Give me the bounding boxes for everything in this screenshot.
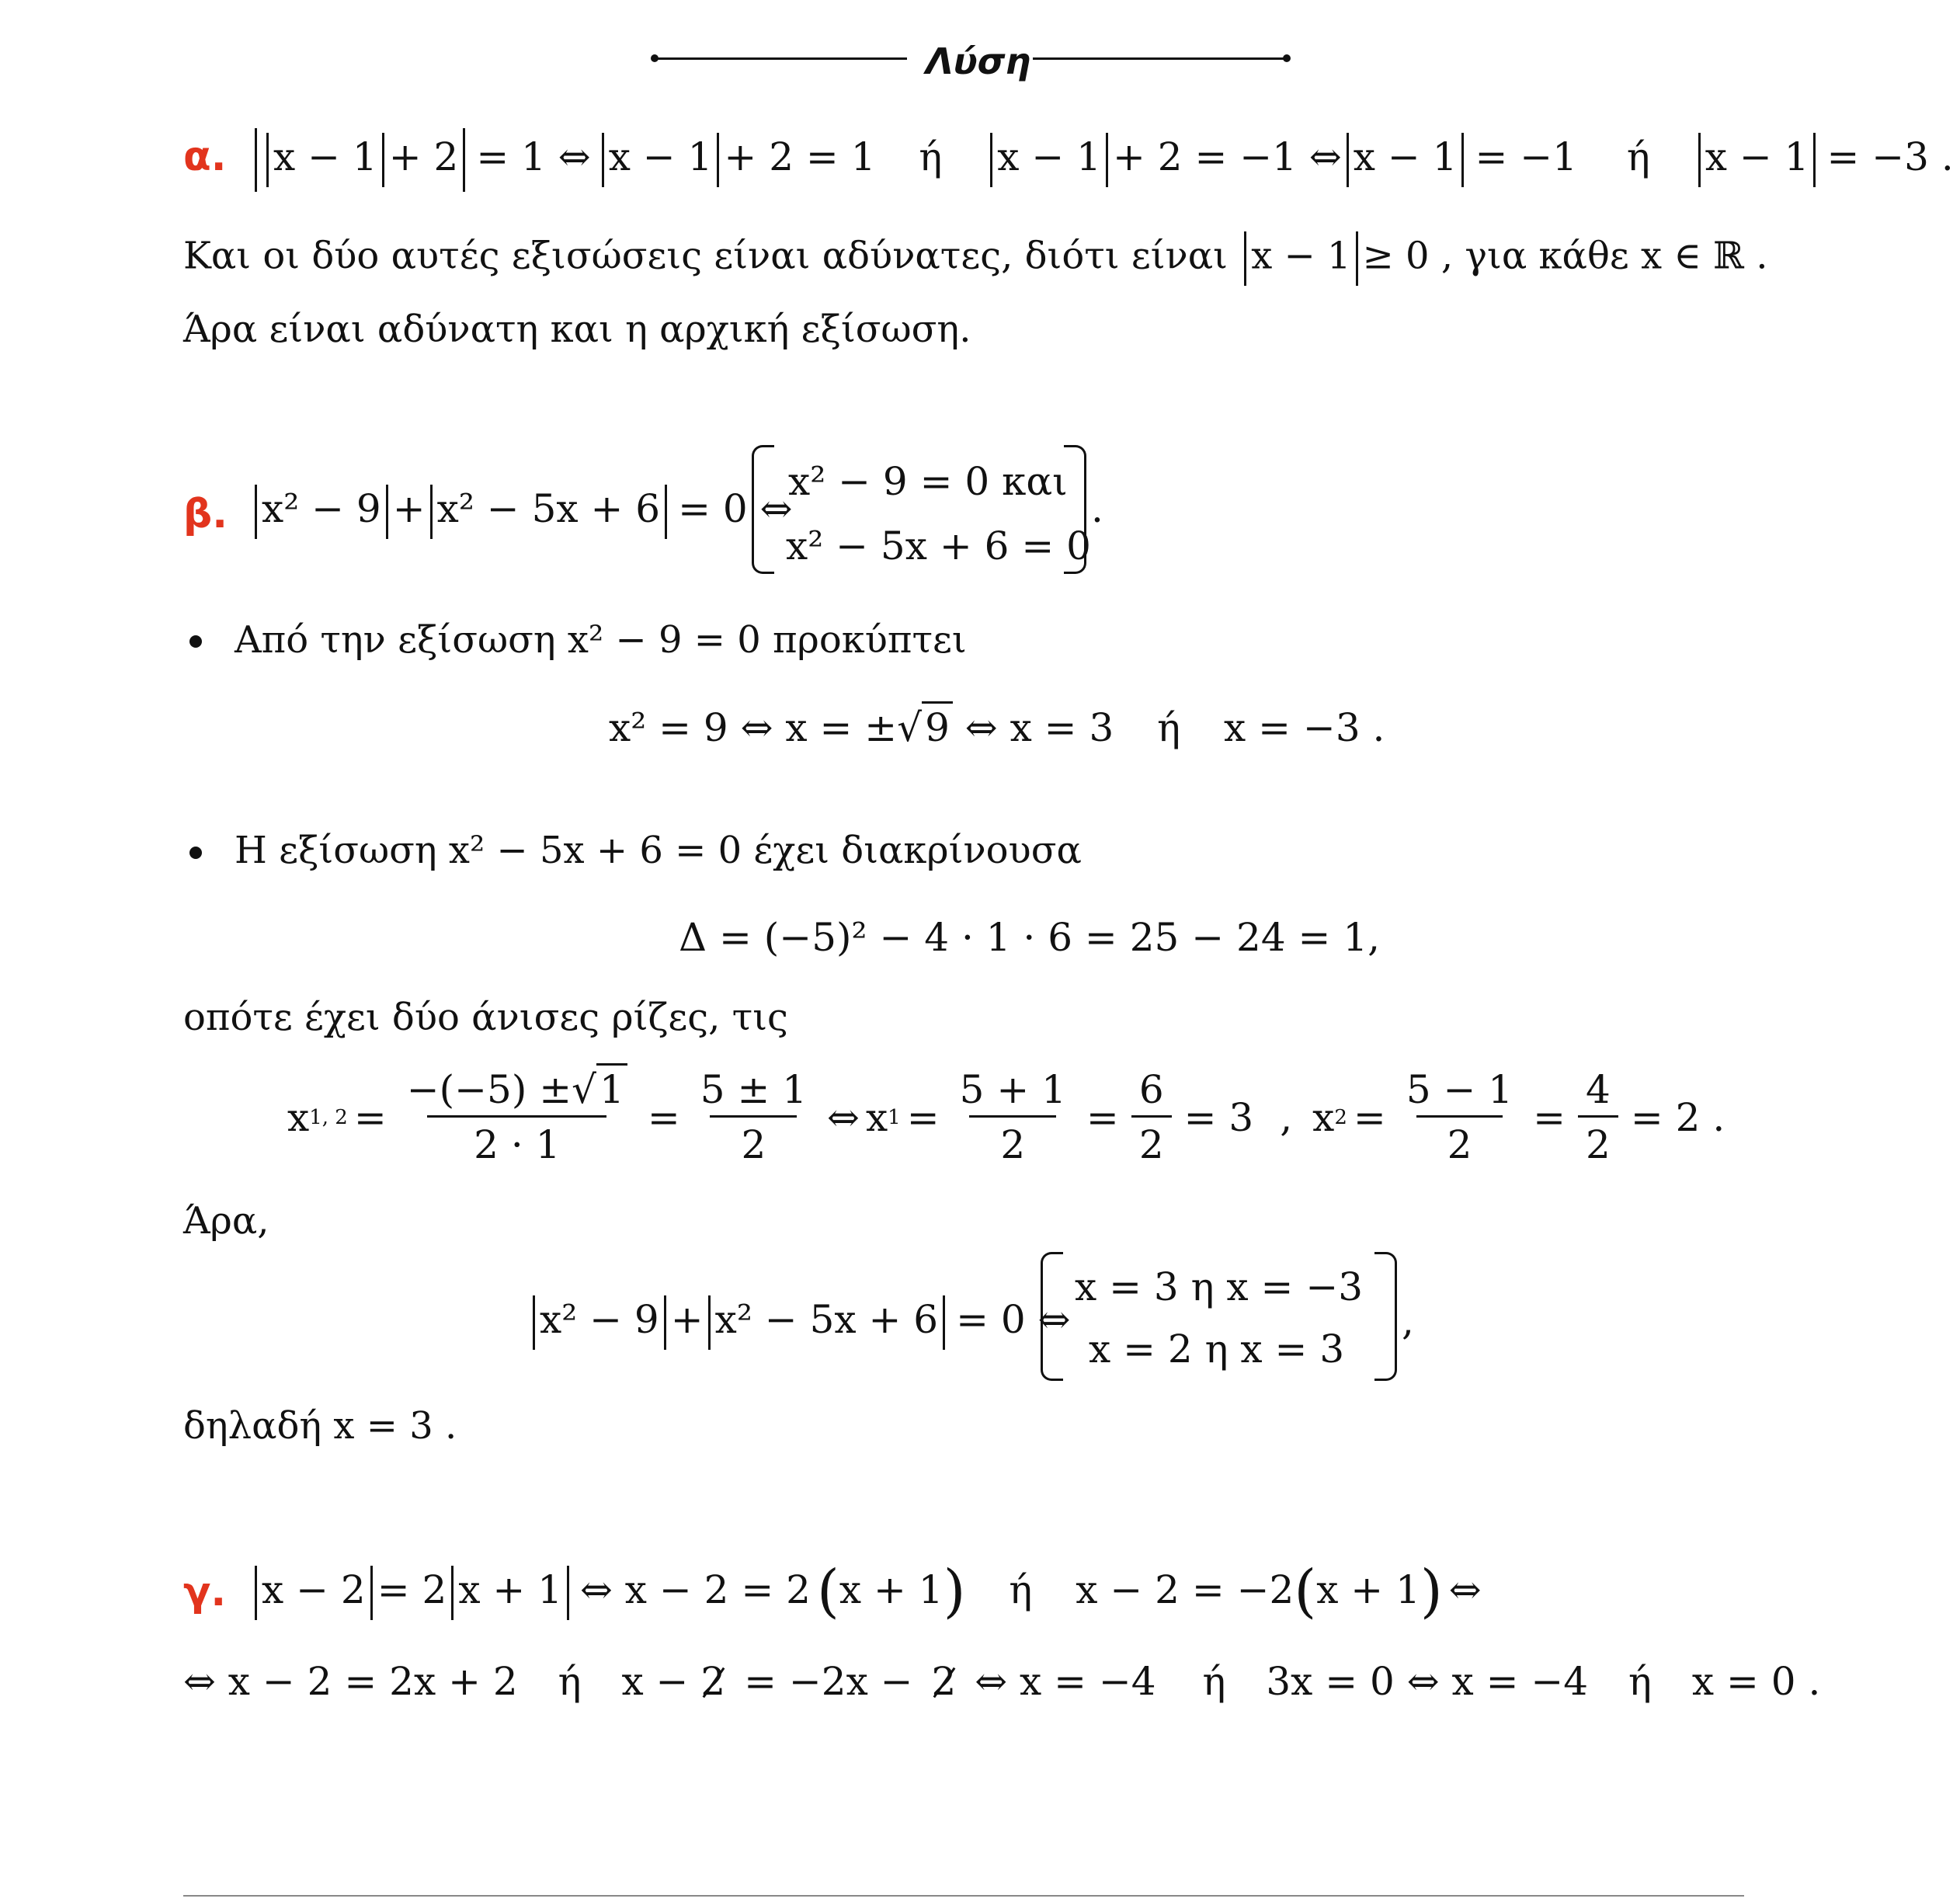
abs-bar [382, 133, 384, 187]
part-c-label: γ. [183, 1569, 227, 1615]
final-end-mark: , [1402, 1299, 1414, 1344]
cancelled-term: 2 [931, 1659, 957, 1704]
abs-bar [1698, 133, 1701, 187]
header-right-rule [1033, 57, 1285, 60]
bullet-1-text: Από την εξίσωση x² − 9 = 0 προκύπτει [235, 618, 967, 662]
abs-bar [255, 128, 257, 192]
system-row-1: x² − 9 = 0 και [788, 459, 1068, 504]
part-c-line-1: x − 2 = 2 x + 1 ⇔ x − 2 = 2 (x + 1) ή x − 2 = −2(x + 1) ⇔ [250, 1563, 1488, 1620]
final-equation: x² − 9 + x² − 5x + 6 = 0 ⇔ [528, 1295, 1076, 1350]
system-right-brace [1064, 445, 1086, 574]
section-title: Λύση [926, 40, 1031, 82]
header-right-dot [1283, 54, 1291, 62]
part-c-line-2: ⇔ x − 2 = 2x + 2 ή x − 2 = −2x − 2 ⇔ x = −4 ή 3x = 0 ⇔ x = −4 ή x = 0 . [183, 1659, 1821, 1704]
footer-rule [183, 1895, 1744, 1897]
abs-bar [708, 1295, 711, 1350]
abs-bar [1461, 133, 1464, 187]
abs-bar [255, 485, 257, 539]
discriminant: Δ = (−5)² − 4 · 1 · 6 = 25 − 24 = 1, [679, 915, 1381, 960]
final-left-brace [1041, 1252, 1063, 1381]
roots-formula: x 1, 2 = $\frac{-(-5) \pm√1}{2 \cdot 1}$ = $\frac{5 \pm 1}{2}$ ⇔ x 1 = $\frac{5 + 1}{2}$ = $\frac{6}{2}$ = 3 , x 2 = $\frac{5 - 1}{2}$ = $\frac{4}{2}$ = 2 . [287, 1070, 1731, 1164]
part-b-answer: δηλαδή x = 3 . [183, 1404, 457, 1448]
abs-bar [451, 1566, 454, 1620]
cancelled-term: 2 [700, 1659, 726, 1704]
abs-bar [463, 128, 465, 192]
conclusion-word: Άρα, [183, 1199, 269, 1243]
fraction: $\frac{5 + 1}{2}$ [959, 1067, 1066, 1167]
abs-bar [266, 133, 269, 187]
abs-bar [602, 133, 604, 187]
abs-bar [1244, 231, 1246, 286]
part-b-equation: x² − 9 + x² − 5x + 6 = 0 ⇔ [250, 485, 798, 539]
roots-intro: οπότε έχει δύο άνισες ρίζες, τις [183, 996, 788, 1039]
part-a-label: α. [183, 134, 227, 180]
fraction: $\frac{6}{2}$ [1131, 1070, 1172, 1164]
system-end-mark: . [1091, 486, 1103, 531]
header-left-rule [655, 57, 907, 60]
fraction: $\frac{-(-5) \pm√1}{2 \cdot 1}$ [399, 1070, 635, 1164]
abs-bar [1347, 133, 1349, 187]
abs-bar [567, 1566, 569, 1620]
abs-bar [386, 485, 388, 539]
fraction: $\frac{5 \pm 1}{2}$ [700, 1067, 808, 1167]
part-a-explanation: Και οι δύο αυτές εξισώσεις είναι αδύνατες, διότι είναι x − 1 ≥ 0 , για κάθε x ∈ ℝ . [183, 231, 1768, 286]
bullet-1-math: x² = 9 ⇔ x = ±√9 ⇔ x = 3 ή x = −3 . [609, 708, 1385, 747]
final-right-brace [1374, 1252, 1397, 1381]
abs-bar [990, 133, 992, 187]
abs-bar [717, 133, 719, 187]
abs-bar [665, 485, 667, 539]
system-row-2: x² − 5x + 6 = 0 [786, 523, 1091, 569]
bullet-1 [189, 635, 202, 648]
abs-bar [255, 1566, 257, 1620]
abs-bar [430, 485, 433, 539]
abs-bar [370, 1566, 373, 1620]
abs-bar [664, 1295, 666, 1350]
part-b-label: β. [183, 491, 228, 537]
fraction: $\frac{5 - 1}{2}$ [1406, 1067, 1513, 1167]
bullet-2 [189, 847, 202, 859]
abs-bar [1356, 231, 1358, 286]
abs-bar [1106, 133, 1108, 187]
abs-bar [1813, 133, 1816, 187]
bullet-2-text: Η εξίσωση x² − 5x + 6 = 0 έχει διακρίνουσα [235, 829, 1082, 872]
abs-bar [943, 1295, 945, 1350]
final-row-2: x = 2 η x = 3 [1089, 1327, 1345, 1372]
final-row-1: x = 3 η x = −3 [1075, 1264, 1364, 1309]
sqrt-sign: √ [897, 705, 923, 750]
system-left-brace [752, 445, 774, 574]
part-a-conclusion: Άρα είναι αδύνατη και η αρχική εξίσωση. [183, 308, 971, 351]
fraction: $\frac{4}{2}$ [1578, 1070, 1618, 1164]
part-a-equation: x − 1 + 2 = 1 ⇔ x − 1 + 2 = 1 ή x − 1 + 2 = −1 ⇔ x − 1 = −1 ή x − 1 = −3 . [250, 128, 1960, 192]
abs-bar [533, 1295, 535, 1350]
